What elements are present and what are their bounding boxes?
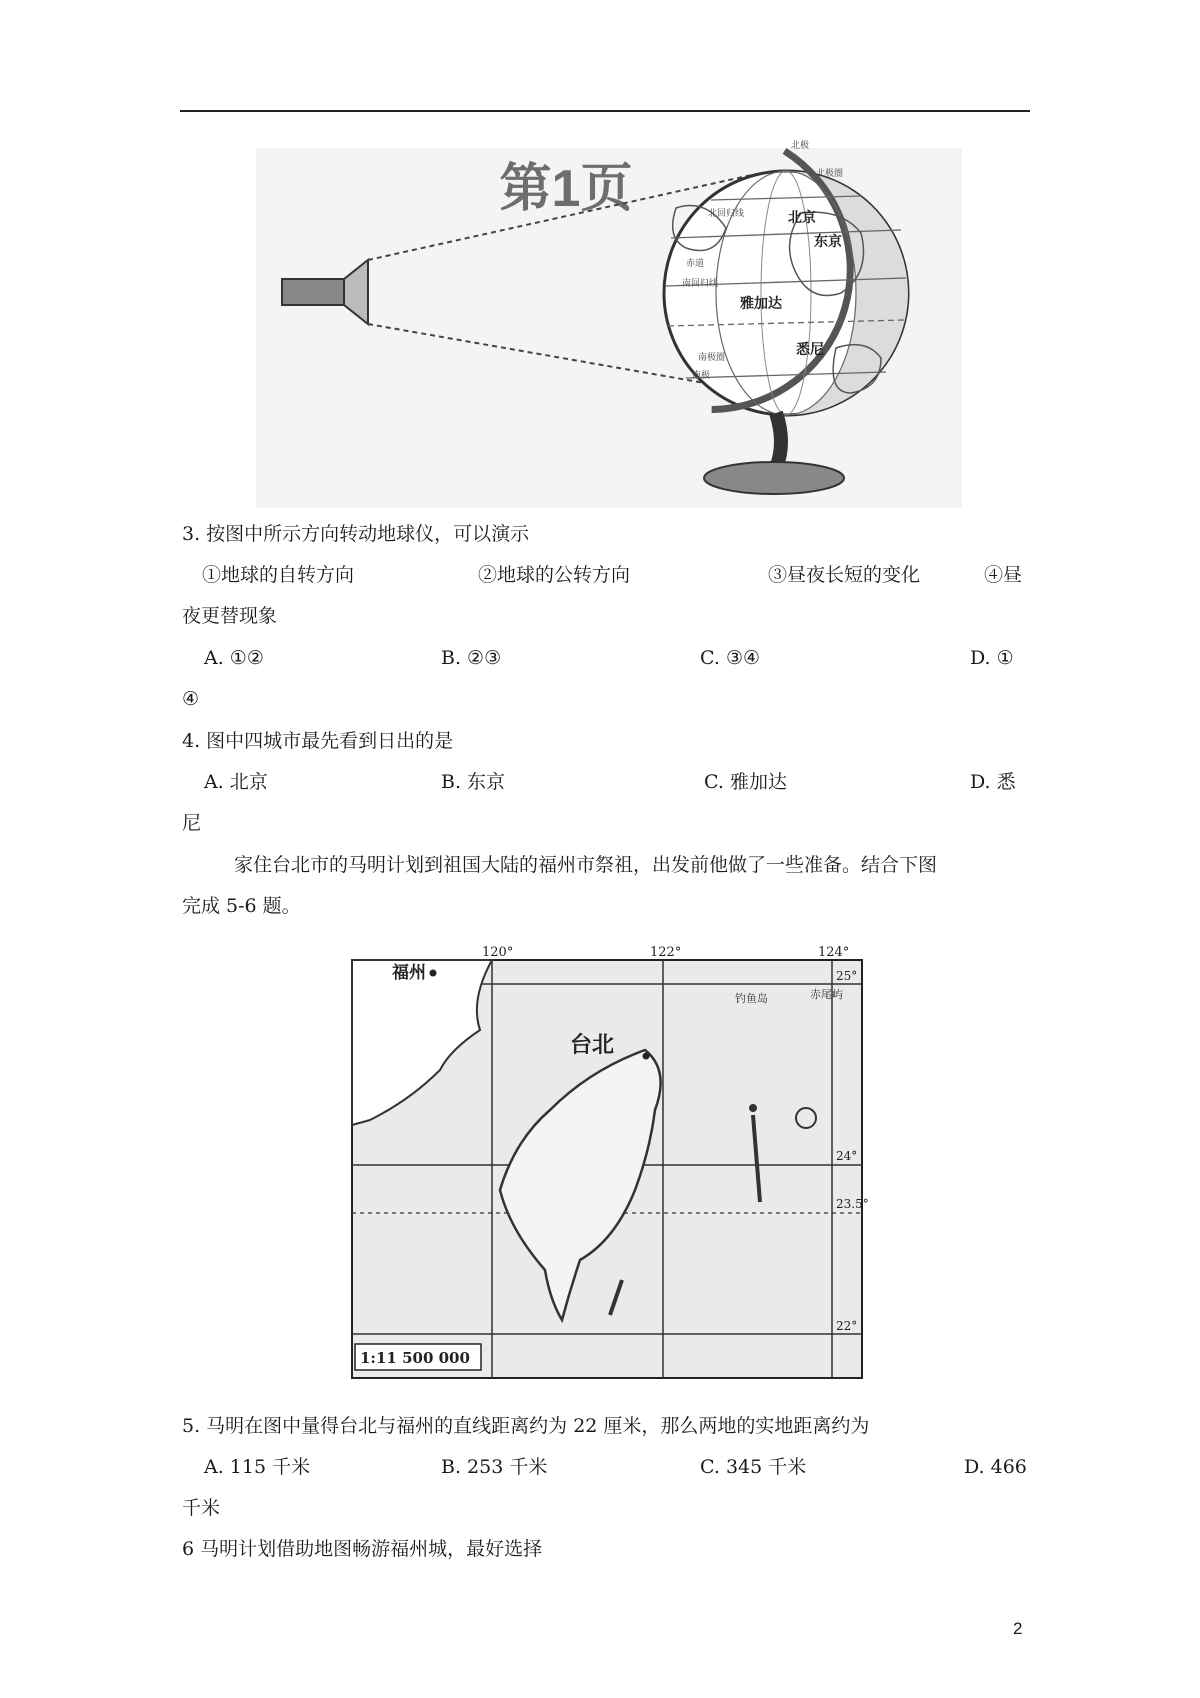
figure-title: 第1页 bbox=[499, 160, 633, 218]
lat-label-22: 22° bbox=[836, 1319, 858, 1333]
q4-option-d-cont: 尼 bbox=[182, 812, 202, 834]
south-pole-label: 南极 bbox=[692, 371, 711, 381]
taipei-label: 台北 bbox=[570, 1032, 615, 1058]
scale-label: 1:11 500 000 bbox=[360, 1349, 470, 1367]
city-sydney: 悉尼 bbox=[796, 342, 824, 358]
passage-line-1: 家住台北市的马明计划到祖国大陆的福州市祭祖，出发前他做了一些准备。结合下图 bbox=[234, 854, 938, 876]
lon-label-124: 124° bbox=[818, 945, 850, 960]
taiwan-map-figure bbox=[350, 940, 870, 1380]
q3-option-c: C. ③④ bbox=[700, 647, 761, 669]
city-jakarta: 雅加达 bbox=[740, 296, 782, 312]
header-rule bbox=[180, 110, 1030, 112]
passage-line-2: 完成 5-6 题。 bbox=[182, 895, 301, 917]
q5-option-c: C. 345 千米 bbox=[700, 1456, 807, 1478]
q6-stem: 6 马明计划借助地图畅游福州城，最好选择 bbox=[182, 1538, 543, 1560]
city-tokyo: 东京 bbox=[814, 234, 842, 250]
island-label-1: 钓鱼岛 bbox=[735, 992, 768, 1005]
q4-option-c: C. 雅加达 bbox=[704, 771, 787, 793]
q5-option-a: A. 115 千米 bbox=[204, 1456, 311, 1478]
page-number: 2 bbox=[1013, 1619, 1023, 1638]
q3-stem: 3. 按图中所示方向转动地球仪，可以演示 bbox=[182, 523, 530, 545]
globe-figure bbox=[256, 141, 962, 508]
tropic-cancer-label: 北回归线 bbox=[708, 209, 745, 219]
antarctic-circle-label: 南极圈 bbox=[698, 353, 726, 363]
lat-label-24: 24° bbox=[836, 1149, 858, 1163]
q3-option-d: D. ① bbox=[970, 647, 1014, 669]
q5-option-b: B. 253 千米 bbox=[441, 1456, 548, 1478]
island-label-2: 赤尾屿 bbox=[810, 988, 843, 1001]
q3-statement-4: ④昼 bbox=[984, 564, 1023, 586]
q3-statement-1: ①地球的自转方向 bbox=[202, 564, 355, 586]
q5-option-d: D. 466 bbox=[964, 1456, 1027, 1478]
q4-option-a: A. 北京 bbox=[204, 771, 268, 793]
q3-option-b: B. ②③ bbox=[441, 647, 502, 669]
q3-statement-2: ②地球的公转方向 bbox=[478, 564, 631, 586]
arctic-circle-label: 北极圈 bbox=[816, 169, 844, 179]
q4-option-b: B. 东京 bbox=[441, 771, 506, 793]
tropic-capricorn-label: 南回归线 bbox=[682, 279, 719, 289]
city-beijing: 北京 bbox=[788, 210, 816, 226]
lon-label-120: 120° bbox=[482, 945, 514, 960]
q3-statement-3: ③昼夜长短的变化 bbox=[768, 564, 921, 586]
q5-stem: 5. 马明在图中量得台北与福州的直线距离约为 22 厘米，那么两地的实地距离约为 bbox=[182, 1415, 870, 1437]
lat-label-25: 25° bbox=[836, 969, 858, 983]
lat-label-23-5: 23.5° bbox=[836, 1197, 869, 1211]
q5-option-d-cont: 千米 bbox=[182, 1497, 221, 1519]
q3-statement-4-cont: 夜更替现象 bbox=[182, 605, 278, 627]
lon-label-122: 122° bbox=[650, 945, 682, 960]
q3-option-d-cont: ④ bbox=[182, 688, 200, 710]
q3-option-a: A. ①② bbox=[204, 647, 264, 669]
q4-stem: 4. 图中四城市最先看到日出的是 bbox=[182, 730, 454, 752]
q4-option-d: D. 悉 bbox=[970, 771, 1016, 793]
equator-label: 赤道 bbox=[686, 259, 705, 269]
north-pole-label: 北极 bbox=[791, 141, 810, 151]
fuzhou-label: 福州 bbox=[392, 963, 426, 983]
